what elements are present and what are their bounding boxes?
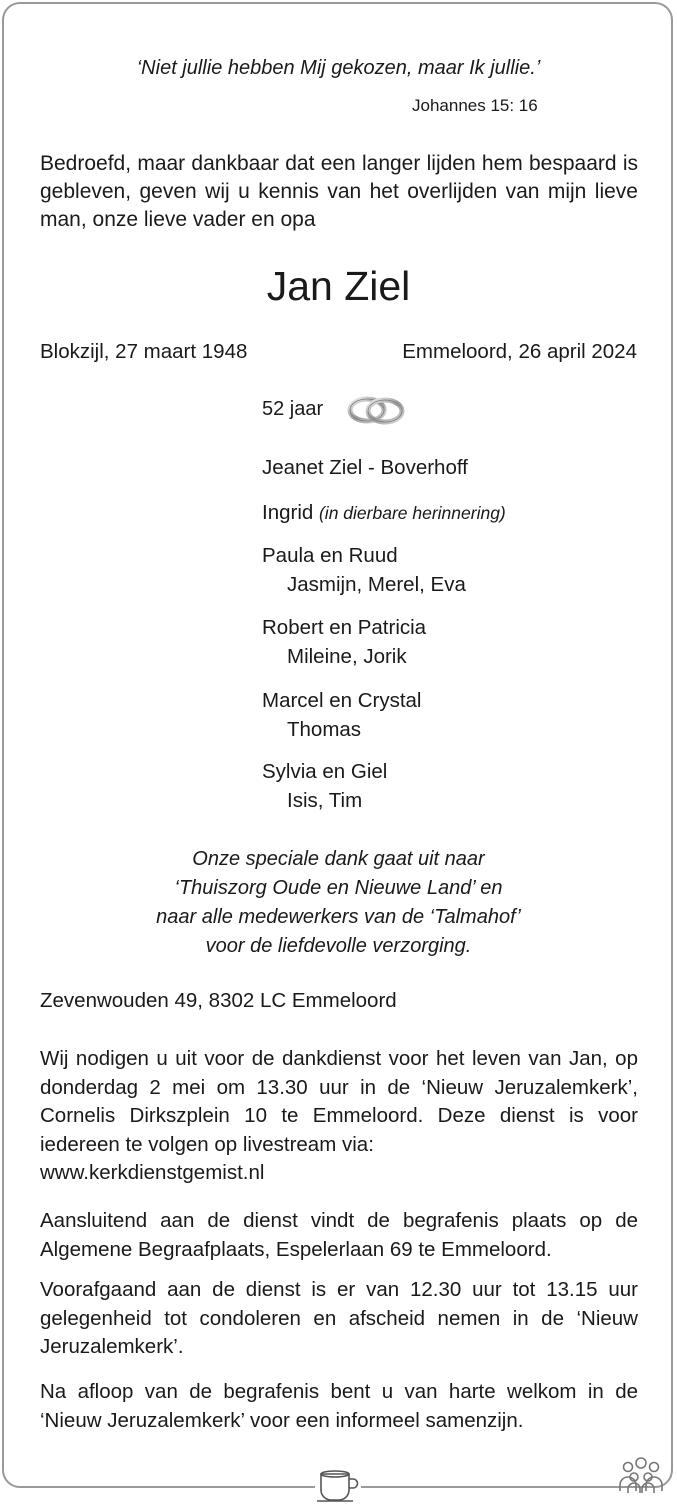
bible-reference: Johannes 15: 16 [412, 96, 538, 115]
birth-info: Blokzijl, 27 maart 1948 [40, 340, 248, 363]
burial-info: Aansluitend aan de dienst vindt de begrafenis plaats op de Algemene Begraafplaats, Espelerlaan 69 te Emmeloord. [40, 1209, 638, 1261]
wedding-rings-icon [344, 390, 408, 428]
people-group-icon [617, 1455, 665, 1495]
family-names: Paula en Ruud [262, 544, 398, 567]
condolence-info: Voorafgaand aan de dienst is er van 12.30 uur tot 13.15 uur gelegenheid tot condoleren en afscheid nemen in de ‘Nieuw Jeruzalemkerk’. [40, 1278, 638, 1358]
family-entry-robert [262, 613, 426, 671]
grandchildren: Jasmijn, Merel, Eva [287, 573, 466, 596]
family-entry-ingrid [262, 498, 506, 528]
deceased-name: Jan Ziel [266, 263, 411, 309]
thanks-block [0, 845, 677, 961]
family-entry-marcel [262, 686, 422, 744]
grandchildren: Isis, Tim [287, 789, 363, 812]
bible-quote: ‘Niet jullie hebben Mij gekozen, maar Ik jullie.’ [136, 57, 541, 79]
service-invitation [40, 1045, 638, 1188]
grandchildren: Mileine, Jorik [287, 645, 407, 668]
gathering-info: Na afloop van de begrafenis bent u van harte welkom in de ‘Nieuw Jeruzalemkerk’ voor een informeel samenzijn. [40, 1380, 638, 1432]
family-names: Ingrid [262, 501, 314, 524]
thanks-line: ‘Thuiszorg Oude en Nieuwe Land’ en [174, 877, 503, 899]
family-names: Sylvia en Giel [262, 760, 388, 783]
grandchildren: Thomas [287, 718, 362, 741]
thanks-line: voor de liefdevolle verzorging. [205, 935, 472, 957]
family-note: (in dierbare herinnering) [318, 503, 506, 523]
family-names: Jeanet Ziel - Boverhoff [262, 456, 468, 479]
family-names: Robert en Patricia [262, 616, 427, 639]
family-entry-partner [262, 453, 468, 482]
death-info: Emmeloord, 26 april 2024 [402, 340, 637, 363]
invitation-text: Wij nodigen u uit voor de dankdienst voor het leven van Jan, op donderdag 2 mei om 13.30 uur in de ‘Nieuw Jeruzalemkerk’, Cornelis Dirkszplein 10 te Emmeloord. Deze dienst is voor iedereen te volgen op livestream via: [40, 1047, 638, 1156]
thanks-line: Onze speciale dank gaat uit naar [192, 848, 485, 870]
marriage-years: 52 jaar [262, 398, 324, 420]
family-address: Zevenwouden 49, 8302 LC Emmeloord [40, 989, 397, 1012]
coffee-cup-icon [315, 1470, 361, 1504]
family-entry-sylvia [262, 757, 387, 815]
intro-text: Bedroefd, maar dankbaar dat een langer lijden hem bespaard is gebleven, geven wij u kennis van het overlijden van mijn lieve man, onze lieve vader en opa [40, 152, 638, 231]
family-names: Marcel en Crystal [262, 689, 422, 712]
family-entry-paula [262, 541, 466, 599]
thanks-line: naar alle medewerkers van de ‘Talmahof’ [156, 906, 521, 928]
livestream-link[interactable]: www.kerkdienstgemist.nl [40, 1161, 265, 1184]
